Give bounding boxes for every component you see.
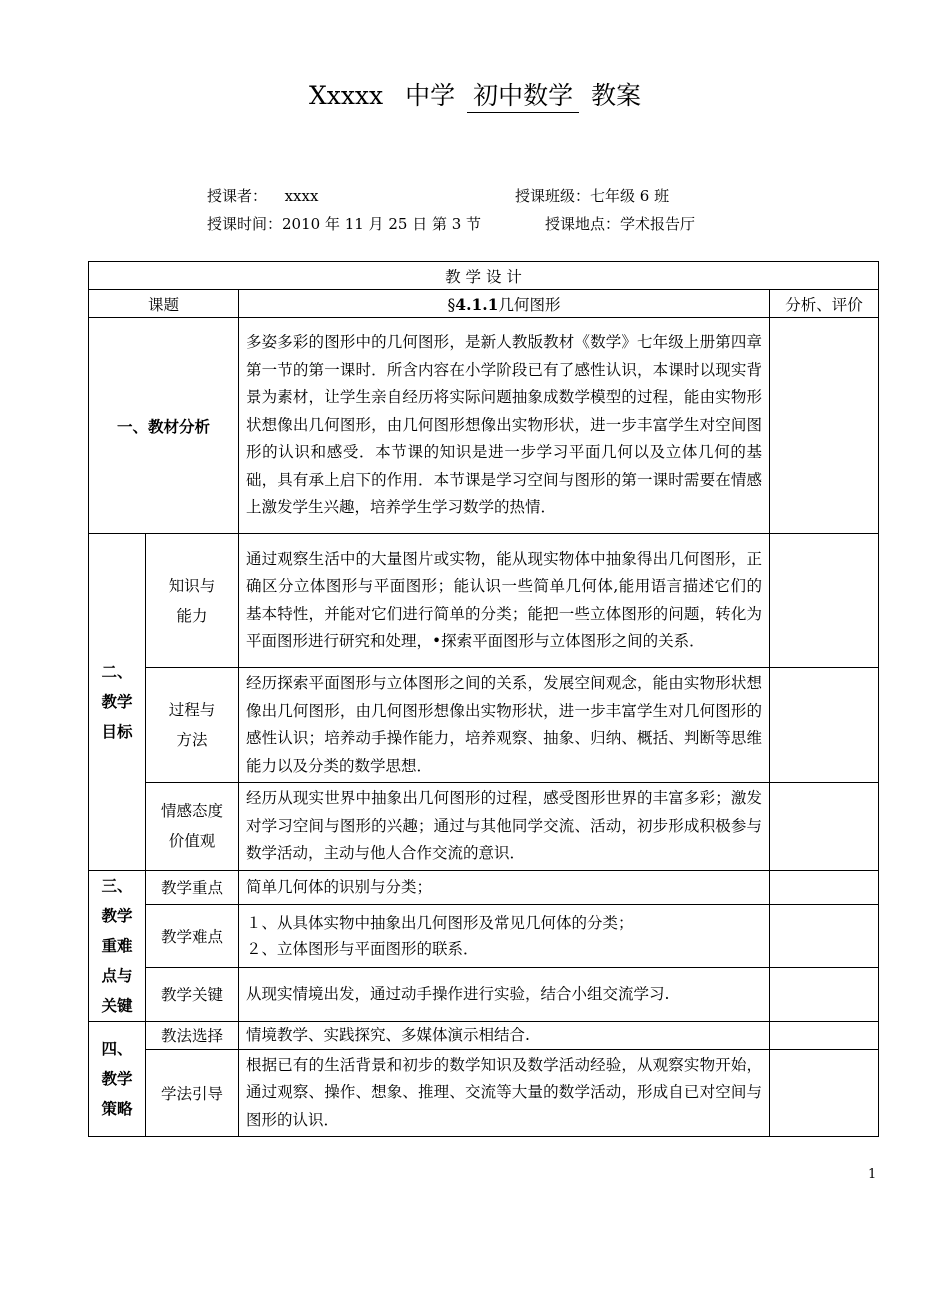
teacher-label: 授课者： (207, 187, 268, 205)
keypoint-eval (770, 904, 879, 968)
page-number: 1 (868, 1167, 877, 1182)
keypoint-row (89, 870, 879, 904)
objective-content: 经历探索平面图形与立体图形之间的关系，发展空间观念，能由实物形状想像出几何图形，由几何图形想像出实物形状，进一步丰富学生对几何图形的感性认识；培养动手操作能力，培养观察、抽象、归纳、概括、判断等思维能力以及分类的数学思想． (239, 668, 770, 783)
topic-number: 4.1.1 (455, 294, 499, 314)
objective-label-line: 知识与 (168, 576, 216, 595)
topic-label: 课题 (89, 290, 239, 318)
section2-label-line: 目标 (101, 721, 133, 741)
section4-label-line: 四、 (101, 1038, 133, 1058)
table-header: 教 学 设 计 (89, 262, 879, 290)
section3-label-line: 点与 (101, 965, 133, 985)
keypoint-line: 简单几何体的识别与分类； (246, 878, 433, 897)
objective-label-line: 价值观 (168, 832, 216, 851)
teacher-value: xxxx (284, 187, 319, 205)
section3-label-line: 重难 (101, 935, 133, 955)
section1-content: 多姿多彩的图形中的几何图形，是新人教版教材《数学》七年级上册第四章第一节的第一课时．所含内容在小学阶段已有了感性认识，本课时以现实背景为素材，让学生亲自经历将实际问题抽象成数学模型的过程，能由实物形状想像出几何图形，由几何图形想像出实物形状，进一步丰富学生对空间图形的认识和感受．本节课的知识是进一步学习平面几何以及立体几何的基础，具有承上启下的作用．本节课是学习空间与图形的第一课时需要在情感上激发学生兴趣，培养学生学习数学的热情． (239, 318, 770, 534)
class-label: 授课班级： (515, 187, 591, 205)
section4-label-line: 策略 (101, 1098, 133, 1118)
keypoint-label: 教学难点 (146, 904, 239, 968)
objective-row (89, 783, 879, 871)
section2-label-line: 教学 (101, 691, 133, 711)
subject-name: 初中数学 (467, 80, 579, 113)
place-label: 授课地点： (545, 215, 621, 233)
objective-label-line: 情感态度 (160, 802, 223, 821)
objective-row (89, 534, 879, 668)
topic-name: 几何图形 (498, 295, 561, 314)
keypoint-line: １、从具体实物中抽象出几何图形及常见几何体的分类； (246, 913, 634, 932)
objective-label-line: 过程与 (168, 701, 216, 719)
objective-row (89, 668, 879, 783)
section3-label (89, 870, 146, 1021)
keypoint-label: 教学关键 (146, 968, 239, 1021)
section4-label-line: 教学 (101, 1068, 133, 1088)
class-value: 七年级 6 班 (590, 187, 670, 205)
section2-label-line: 二、 (101, 661, 133, 681)
keypoint-content (239, 870, 770, 904)
section3-label-line: 教学 (101, 905, 133, 925)
info-line-2 (207, 213, 481, 234)
section1-row (89, 318, 879, 534)
strategy-row (89, 1049, 879, 1137)
place-value: 学术报告厅 (620, 215, 696, 233)
school-type: 中学 (405, 81, 456, 110)
section1-label: 一、教材分析 (89, 318, 239, 534)
time-label: 授课时间： (207, 215, 283, 233)
strategy-row (89, 1021, 879, 1049)
strategy-label: 学法引导 (146, 1049, 239, 1137)
objective-label (146, 668, 239, 783)
lesson-plan-table (88, 261, 879, 1137)
doc-type: 教案 (591, 81, 642, 110)
strategy-eval (770, 1049, 879, 1137)
school-name: Xxxxx (308, 81, 384, 110)
info-line-1 (207, 185, 318, 206)
page-title (0, 80, 950, 113)
time-value: 2010 年 11 月 25 日 第 3 节 (282, 215, 482, 233)
keypoint-eval (770, 968, 879, 1021)
topic-title (239, 290, 770, 318)
keypoint-eval (770, 870, 879, 904)
keypoint-content (239, 904, 770, 968)
objective-label-line: 能力 (176, 606, 208, 625)
objective-content: 通过观察生活中的大量图片或实物，能从现实物体中抽象得出几何图形，正确区分立体图形与平面图形；能认识一些简单几何体,能用语言描述它们的基本特性，并能对它们进行简单的分类；能把一些立体图形的问题，转化为平面图形进行研究和处理，•探索平面图形与立体图形之间的关系． (239, 534, 770, 668)
keypoint-row (89, 968, 879, 1021)
section3-label-line: 三、 (101, 875, 133, 895)
section-symbol: § (447, 295, 456, 314)
objective-eval (770, 783, 879, 871)
section3-label-line: 关键 (101, 995, 133, 1015)
section1-eval (770, 318, 879, 534)
strategy-label: 教法选择 (146, 1021, 239, 1049)
section4-label (89, 1021, 146, 1137)
section2-label (89, 534, 146, 871)
place-info (545, 213, 695, 234)
objective-eval (770, 534, 879, 668)
objective-label (146, 534, 239, 668)
keypoint-row (89, 904, 879, 968)
strategy-eval (770, 1021, 879, 1049)
table-header-row (89, 262, 879, 290)
keypoint-line: 从现实情境出发，通过动手操作进行实验，结合小组交流学习. (246, 985, 670, 1004)
objective-content: 经历从现实世界中抽象出几何图形的过程，感受图形世界的丰富多彩；激发对学习空间与图形的兴趣；通过与其他同学交流、活动，初步形成积极参与数学活动，主动与他人合作交流的意识． (239, 783, 770, 871)
strategy-content: 情境教学、实践探究、多媒体演示相结合. (239, 1021, 770, 1049)
objective-label (146, 783, 239, 871)
eval-label: 分析、评价 (770, 290, 879, 318)
keypoint-label: 教学重点 (146, 870, 239, 904)
keypoint-content (239, 968, 770, 1021)
objective-label-line: 方法 (176, 731, 208, 749)
strategy-content: 根据已有的生活背景和初步的数学知识及数学活动经验，从观察实物开始，通过观察、操作、想象、推理、交流等大量的数学活动，形成自已对空间与图形的认识． (239, 1049, 770, 1137)
objective-eval (770, 668, 879, 783)
class-info (515, 185, 669, 206)
topic-row (89, 290, 879, 318)
keypoint-line: ２、立体图形与平面图形的联系． (246, 939, 479, 958)
